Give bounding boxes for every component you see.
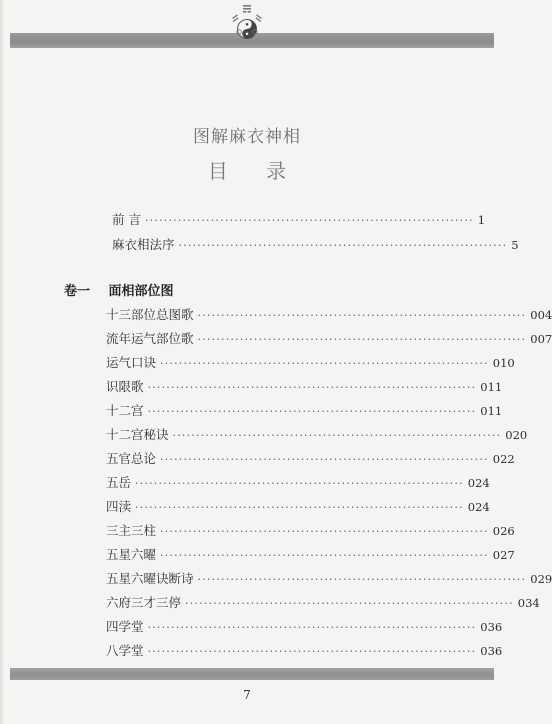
toc-entry-label: 十三部位总图歌 xyxy=(106,307,194,322)
toc-leader-dots: ······································································ xyxy=(135,501,464,514)
chapter-number: 卷一 xyxy=(64,284,91,299)
toc-leader-dots: ······································································ xyxy=(197,333,527,346)
toc-entry-label: 五星六曜诀断诗 xyxy=(106,571,194,586)
toc-entry-label: 三主三柱 xyxy=(106,523,157,538)
toc-entry-label: 十二宫 xyxy=(106,403,144,418)
toc-entry[interactable] xyxy=(106,329,552,347)
toc-leader-dots: ······································································ xyxy=(178,239,508,252)
toc-leader-dots: ······································································ xyxy=(147,405,477,418)
toc-entry-label: 四学堂 xyxy=(106,619,144,634)
section-title: 目 录 xyxy=(207,159,303,183)
toc-leader-dots: ······································································ xyxy=(172,429,502,442)
toc-entry-label: 五星六曜 xyxy=(106,547,157,562)
toc-entry-page: 029 xyxy=(530,572,552,586)
toc-entry[interactable] xyxy=(112,235,519,253)
toc-leader-dots: ······································································ xyxy=(160,357,489,370)
toc-leader-dots: ······································································ xyxy=(135,477,464,490)
toc-entry-page: 024 xyxy=(467,500,490,514)
title-block xyxy=(0,122,494,184)
toc-leader-dots: ······································································ xyxy=(144,214,474,227)
chapter-heading xyxy=(64,280,174,299)
toc-leader-dots: ······································································ xyxy=(147,621,477,634)
chapter-title: 面相部位图 xyxy=(108,284,174,299)
toc-entry[interactable] xyxy=(106,569,552,587)
toc-entry-page: 010 xyxy=(492,356,515,370)
toc-leader-dots: ······································································ xyxy=(197,573,527,586)
toc-entry[interactable] xyxy=(106,617,503,635)
toc-entry-page: 5 xyxy=(511,238,519,252)
toc-entry[interactable] xyxy=(106,641,503,659)
toc-entry-page: 007 xyxy=(530,332,552,346)
toc-entry[interactable] xyxy=(106,353,515,371)
toc-entry-label: 四渎 xyxy=(106,499,132,514)
page-edge xyxy=(0,0,4,724)
toc-entry-label: 前 言 xyxy=(112,212,141,227)
toc-leader-dots: ······································································ xyxy=(185,597,514,610)
toc-entry[interactable] xyxy=(112,210,486,228)
toc-entry-label: 麻衣相法序 xyxy=(112,237,175,252)
toc-entry-page: 020 xyxy=(505,428,528,442)
toc-entry-label: 六府三才三停 xyxy=(106,595,182,610)
toc-leader-dots: ······································································ xyxy=(160,549,489,562)
toc-leader-dots: ······································································ xyxy=(160,453,489,466)
toc-entry-page: 024 xyxy=(467,476,490,490)
toc-entry[interactable] xyxy=(106,473,490,491)
toc-entry-page: 036 xyxy=(480,620,503,634)
toc-entry[interactable] xyxy=(106,425,528,443)
toc-entry-label: 十二宫秘诀 xyxy=(106,427,169,442)
toc-entry-label: 识限歌 xyxy=(106,379,144,394)
toc-entry[interactable] xyxy=(106,401,503,419)
toc-entry-label: 流年运气部位歌 xyxy=(106,331,194,346)
toc-entry-page: 034 xyxy=(517,596,540,610)
toc-entry-page: 036 xyxy=(480,644,503,658)
toc-entry[interactable] xyxy=(106,377,503,395)
footer-band xyxy=(10,668,494,680)
toc-entry[interactable] xyxy=(106,497,490,515)
toc-entry-page: 026 xyxy=(492,524,515,538)
toc-entry-label: 五官总论 xyxy=(106,451,157,466)
toc-entry[interactable] xyxy=(106,521,515,539)
toc-entry-page: 022 xyxy=(492,452,515,466)
toc-entry-label: 五岳 xyxy=(106,475,132,490)
toc-entry-page: 011 xyxy=(480,380,503,394)
book-title: 图解麻衣神相 xyxy=(193,127,301,147)
toc-leader-dots: ······································································ xyxy=(160,525,489,538)
toc-entry-page: 011 xyxy=(480,404,503,418)
toc-entry-label: 八学堂 xyxy=(106,643,144,658)
page-number: 7 xyxy=(243,688,251,702)
bagua-taiji-icon xyxy=(229,4,265,44)
toc-entry[interactable] xyxy=(106,305,552,323)
toc-leader-dots: ······································································ xyxy=(147,381,477,394)
toc-leader-dots: ······································································ xyxy=(147,645,477,658)
toc-entry-label: 运气口诀 xyxy=(106,355,157,370)
toc-entry-page: 004 xyxy=(530,308,552,322)
toc-entry-page: 1 xyxy=(477,213,486,227)
toc-entry[interactable] xyxy=(106,545,515,563)
toc-entry[interactable] xyxy=(106,449,515,467)
toc-entry[interactable] xyxy=(106,593,540,611)
toc-leader-dots: ······································································ xyxy=(197,309,527,322)
toc-entry-page: 027 xyxy=(492,548,515,562)
